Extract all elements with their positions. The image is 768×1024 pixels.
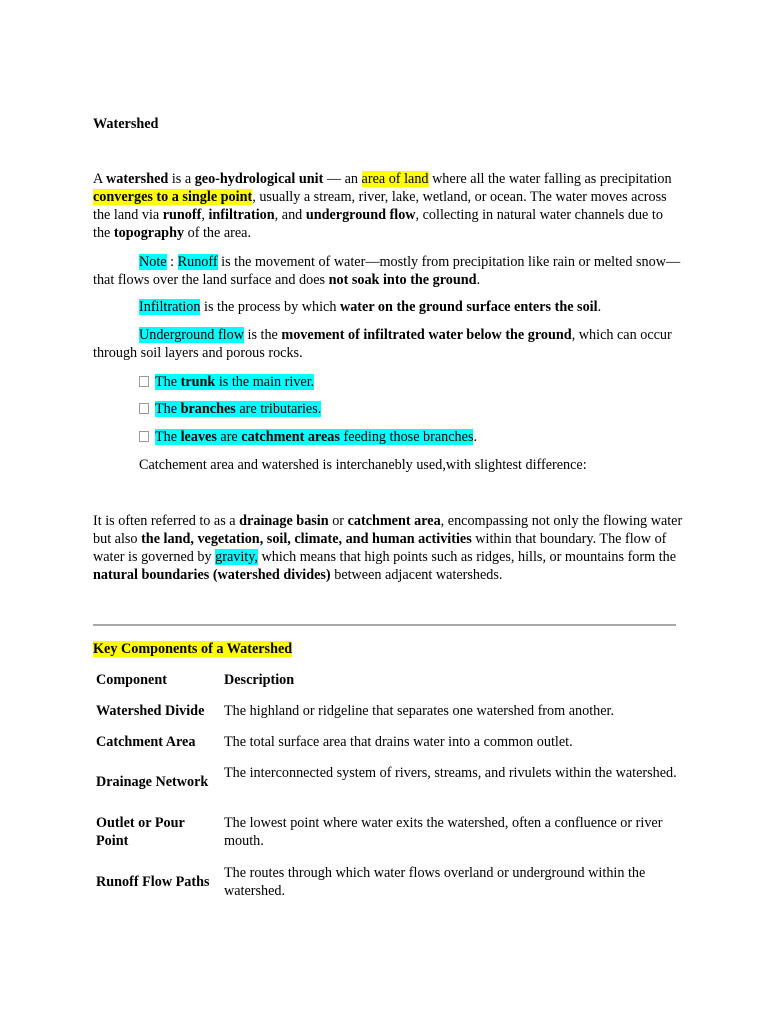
- table-header-description: Description: [224, 672, 295, 688]
- infiltration-paragraph: Infiltration is the process by which water on the ground surface enters the soil.: [139, 299, 602, 315]
- table-row-component: Outlet or Pour Point: [96, 815, 185, 849]
- bullet-box-icon: [139, 403, 149, 414]
- table-row-description: The routes through which water flows overland or underground within the watershed.: [224, 865, 646, 899]
- document-title: Watershed: [93, 116, 159, 132]
- drainage-basin-paragraph: It is often referred to as a drainage basin or catchment area, encompassing not only the flowing water but also the land, vegetation, soil, climate, and human activities within that boundary. The flow of water is governed by gravity, which means that high points such as ridges, hills, or mountains form the natural boundaries (watershed divides) between adjacent watersheds.: [93, 513, 683, 583]
- bullet-item-trunk: The trunk is the main river.: [139, 373, 314, 391]
- underground-flow-paragraph: Underground flow is the movement of infiltrated water below the ground, which can occur through soil layers and porous rocks.: [93, 327, 672, 361]
- catchement-line: Catchement area and watershed is interchanebly used,with slightest difference:: [139, 457, 587, 473]
- table-row-description: The lowest point where water exits the watershed, often a confluence or river mouth.: [224, 815, 663, 849]
- table-row-component: Catchment Area: [96, 734, 196, 750]
- bullet-box-icon: [139, 376, 149, 387]
- table-row-component: Watershed Divide: [96, 703, 205, 719]
- horizontal-divider: [93, 624, 676, 626]
- table-row-description: The total surface area that drains water into a common outlet.: [224, 734, 573, 750]
- components-heading: Key Components of a Watershed: [93, 641, 293, 657]
- table-row-component: Runoff Flow Paths: [96, 874, 210, 890]
- bullet-item-branches: The branches are tributaries.: [139, 400, 321, 418]
- table-row-description: The interconnected system of rivers, streams, and rivulets within the watershed.: [224, 765, 677, 781]
- bullet-item-leaves: The leaves are catchment areas feeding those branches.: [139, 428, 477, 446]
- note-runoff-paragraph: Note : Runoff is the movement of water—mostly from precipitation like rain or melted snow—that flows over the land surface and does not soak into the ground.: [93, 254, 681, 288]
- bullet-box-icon: [139, 431, 149, 442]
- table-header-component: Component: [96, 672, 167, 688]
- intro-paragraph: A watershed is a geo-hydrological unit — an area of land where all the water falling as precipitation converges to a single point, usually a stream, river, lake, wetland, or ocean. The water moves across the land via runoff, infiltration, and underground flow, collecting in natural water channels due to the topography of the area.: [93, 171, 672, 241]
- table-row-component: Drainage Network: [96, 774, 209, 790]
- table-row-description: The highland or ridgeline that separates one watershed from another.: [224, 703, 615, 719]
